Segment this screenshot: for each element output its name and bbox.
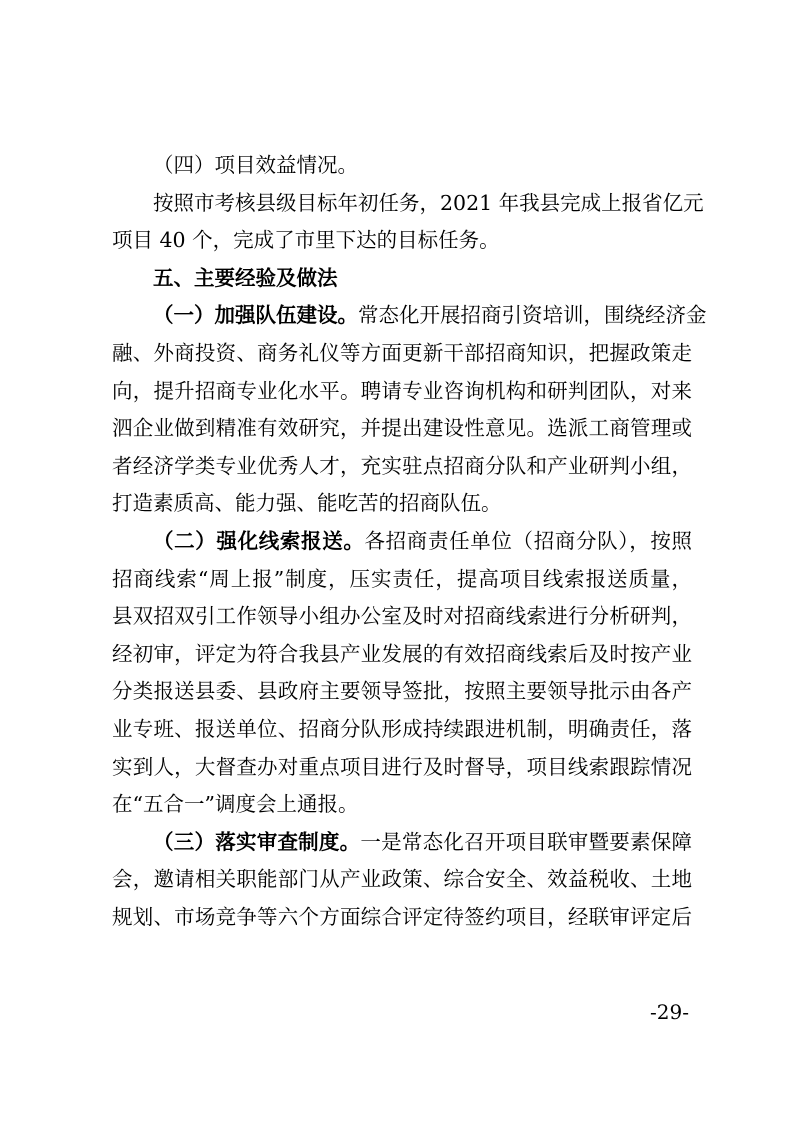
- text-line: [112, 636, 692, 674]
- line-text: 者经济学类专业优秀人才，充实驻点招商分队和产业研判小组，: [112, 453, 692, 478]
- line-text: 按照市考核县级目标年初任务，2021 年我县完成上报省亿元: [153, 190, 704, 215]
- text-line: [112, 410, 692, 448]
- paragraph-lead: （三）落实审查制度。: [153, 829, 361, 854]
- text-line: [112, 598, 692, 636]
- text-line: [112, 786, 692, 824]
- line-text: 泗企业做到精准有效研究，并提出建设性意见。选派工商管理或: [112, 416, 692, 441]
- text-line: [112, 561, 692, 599]
- paragraph-lead: （二）强化线索报送。: [153, 528, 365, 553]
- line-text: 招商线索“周上报”制度，压实责任，提高项目线索报送质量，: [112, 566, 692, 591]
- text-line: [112, 147, 692, 185]
- text-line: [112, 485, 692, 523]
- line-text: 一是常态化召开项目联审暨要素保障: [360, 829, 693, 854]
- line-text: 项目 40 个，完成了市里下达的目标任务。: [112, 228, 500, 253]
- section-heading: [112, 260, 692, 298]
- line-text: 分类报送县委、县政府主要领导签批，按照主要领导批示由各产: [112, 679, 692, 704]
- text-line: [112, 297, 707, 335]
- text-line: [112, 523, 692, 561]
- line-text: 各招商责任单位（招商分队），按照: [364, 528, 692, 553]
- body-text: [112, 147, 707, 936]
- line-text: 会，邀请相关职能部门从产业政策、综合安全、效益税收、土地: [112, 867, 692, 892]
- text-line: [112, 824, 692, 862]
- line-text: 打造素质高、能力强、能吃苦的招商队伍。: [112, 491, 502, 516]
- line-text: 在“五合一”调度会上通报。: [112, 792, 359, 817]
- text-line: [112, 673, 692, 711]
- line-text: （四）项目效益情况。: [153, 153, 358, 177]
- text-line: [112, 335, 692, 373]
- paragraph-lead: （一）加强队伍建设。: [153, 303, 358, 328]
- text-line: [112, 749, 692, 787]
- text-line: [112, 185, 704, 223]
- line-text: 经初审，评定为符合我县产业发展的有效招商线索后及时按产业: [112, 641, 692, 666]
- text-line: [112, 373, 692, 411]
- line-text: 向，提升招商专业化水平。聘请专业咨询机构和研判团队，对来: [112, 378, 692, 403]
- line-text: 县双招双引工作领导小组办公室及时对招商线索进行分析研判，: [112, 604, 692, 629]
- line-text: 融、外商投资、商务礼仪等方面更新干部招商知识，把握政策走: [112, 340, 692, 365]
- line-text: 常态化开展招商引资培训，围绕经济金: [358, 303, 707, 328]
- text-line: [112, 711, 692, 749]
- line-text: 规划、市场竞争等六个方面综合评定待签约项目，经联审评定后: [112, 904, 692, 929]
- text-line: [112, 861, 692, 899]
- text-line: [112, 448, 692, 486]
- line-text: 业专班、报送单位、招商分队形成持续跟进机制，明确责任，落: [112, 716, 692, 741]
- text-line: [112, 899, 692, 937]
- line-text: 实到人，大督查办对重点项目进行及时督导，项目线索跟踪情况: [112, 754, 692, 779]
- line-text: 五、主要经验及做法: [153, 265, 338, 290]
- page-number: -29-: [650, 1000, 689, 1024]
- text-line: [112, 222, 692, 260]
